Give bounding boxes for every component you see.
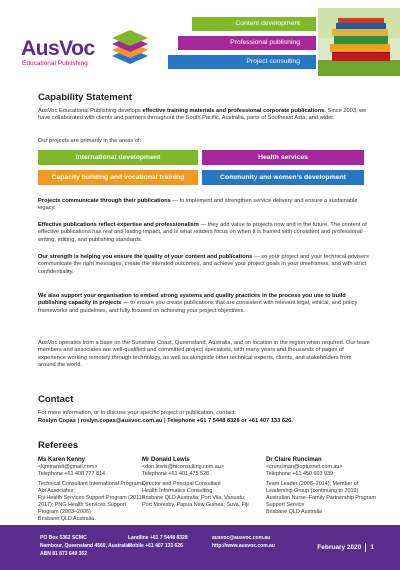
footer-po-box: PO Box 5362 SCMC: [40, 535, 87, 541]
footer-email-link[interactable]: ausvoc@ausvoc.com.au: [212, 535, 271, 541]
contact-line-info: For more information, or to discuss your specific project or publication, contact:: [38, 410, 237, 416]
footer-web: [212, 534, 275, 550]
referee-role: Director and Principal Consultant: [142, 481, 221, 487]
footer-divider: [365, 543, 366, 552]
referee-email: <don.lewis@hiconsulting.com.au>: [142, 464, 224, 470]
area-international-development: International development: [38, 150, 198, 165]
referee-location: Brisbane QLD Australia: [38, 516, 95, 522]
capability-heading: Capability Statement: [38, 92, 132, 103]
referee-program: Fiji Health Services Support Program (2011–2017); PNG Health Services Support Program (2003–2006): [38, 495, 145, 515]
banner-project-consulting: Project consulting: [168, 55, 316, 69]
footer-address: [40, 534, 130, 558]
contact-line-details: Roslyn Copas | roslyn.copas@ausvoc.com.au | Telephone +61 7 5448 8328 or +61 407 133 626.: [38, 418, 293, 424]
referees-heading: Referees: [38, 440, 79, 451]
footer: [0, 525, 400, 570]
referee-phone: Telephone +61 401 475 528: [142, 471, 209, 477]
contact-heading: Contact: [38, 394, 74, 405]
referee-phone: Telephone +61 408 777 814: [38, 471, 105, 477]
referee-location: Brisbane QLD Australia: [266, 509, 323, 515]
footer-phones: [128, 534, 188, 550]
referee-organisation: Health Informatics Consulting: [142, 488, 213, 494]
footer-landline: Landline +61 7 5448 8328: [128, 535, 188, 541]
footer-mobile: Mobile +61 407 133 626: [128, 543, 183, 549]
referee-program: Australian Nurse–Family Partnership Program Support Service: [266, 495, 376, 508]
area-health-services: Health services: [202, 150, 364, 165]
logo-wordmark: AusVoc: [21, 37, 95, 60]
footer-town: Nambour, Queensland 4560, Australia: [40, 543, 130, 549]
referee-name: Dr Claire Runciman: [266, 457, 322, 463]
banner-content-development: Content development: [192, 17, 316, 31]
paragraph-operations: AusVoc operates from a base on the Sunshine Coast, Queensland, Australia, and on location in the region when required. Our team members and associates are well-qualified and committed project specialists, with many years and thousands of pages of experience working remotely through technology, as well as alongside other technical experts, clients, and stakeholders from around the world.: [38, 340, 370, 368]
paragraph-our-strength: Our strength is helping you ensure the quality of your content and publications — so your project and your technical advisers communicate the right messages, create the intended outcomes, and achieve your project goals in your timeframes, and with strict confidentiality.: [38, 254, 369, 275]
footer-abn: ABN 81 873 649 352: [40, 551, 87, 557]
referee-phone: Telephone +61 450 603 939: [266, 471, 333, 477]
areas-intro: Our projects are primarily in the areas of:: [38, 138, 142, 144]
referee-donald-lewis: [142, 457, 250, 509]
referee-email: <crunciman@optusnet.com.au>: [266, 464, 343, 470]
footer-website-link[interactable]: http://www.ausvoc.com.au: [212, 543, 275, 549]
books-photo: [318, 8, 400, 76]
referee-name: Ms Karen Kenny: [38, 457, 86, 463]
paragraph-systems-support: We also support your organisation to embed strong systems and quality practices in the process you use to build publishing capacity in projects — to ensure you create publications that are consistent with relevant legal, ethical, and policy frameworks and guidelines, and fully focused on achieving your project objectives.: [38, 293, 358, 314]
banner-professional-publishing: Professional publishing: [178, 36, 316, 50]
referee-karen-kenny: [38, 457, 146, 523]
paragraph-communicate: Projects communicate through their publications — to implement and strengthen service delivery and ensure a sustainable legacy.: [38, 198, 358, 212]
referee-role: Team Leader (2008–2014); Member of Leadership Group (continuing to 2019): [266, 481, 359, 494]
paragraph-effective-publications: Effective publications reflect expertise and professionalism — they add value to projects now and in the future. The content of effective publications has real and lasting impact, and is what readers focus on when it is framed with consistent and professional writing, editing, and publishing standards.: [38, 222, 367, 243]
page-number: 1: [370, 544, 374, 552]
area-capacity-building: Capacity building and vocational training: [38, 170, 198, 185]
footer-date: February 2020: [317, 544, 362, 552]
referee-name: Mr Donald Lewis: [142, 457, 190, 463]
referee-claire-runciman: [266, 457, 376, 516]
footer-date-page: [317, 543, 374, 552]
referee-role: Technical Consultant International Programs, Abt Associates;: [38, 481, 146, 494]
intro-paragraph: AusVoc Educational Publishing develops effective training materials and professional corporate publications. Since 2003, we have collaborated with clients and partners throughout the South Pacific, Australia, parts of Southeast Asia, and wider.: [38, 108, 367, 122]
area-community-womens-development: Community and women’s development: [202, 170, 364, 185]
referee-email: <kjmtransit@gmail.com>: [38, 464, 98, 470]
referee-location: Brisbane QLD Australia; Port Vila, Vanuatu; Port Moresby, Papua New Guinea; Suva, Fiji: [142, 495, 249, 508]
book-stack-icon: [108, 26, 152, 70]
logo-subtitle: Educational Publishing: [22, 60, 88, 67]
